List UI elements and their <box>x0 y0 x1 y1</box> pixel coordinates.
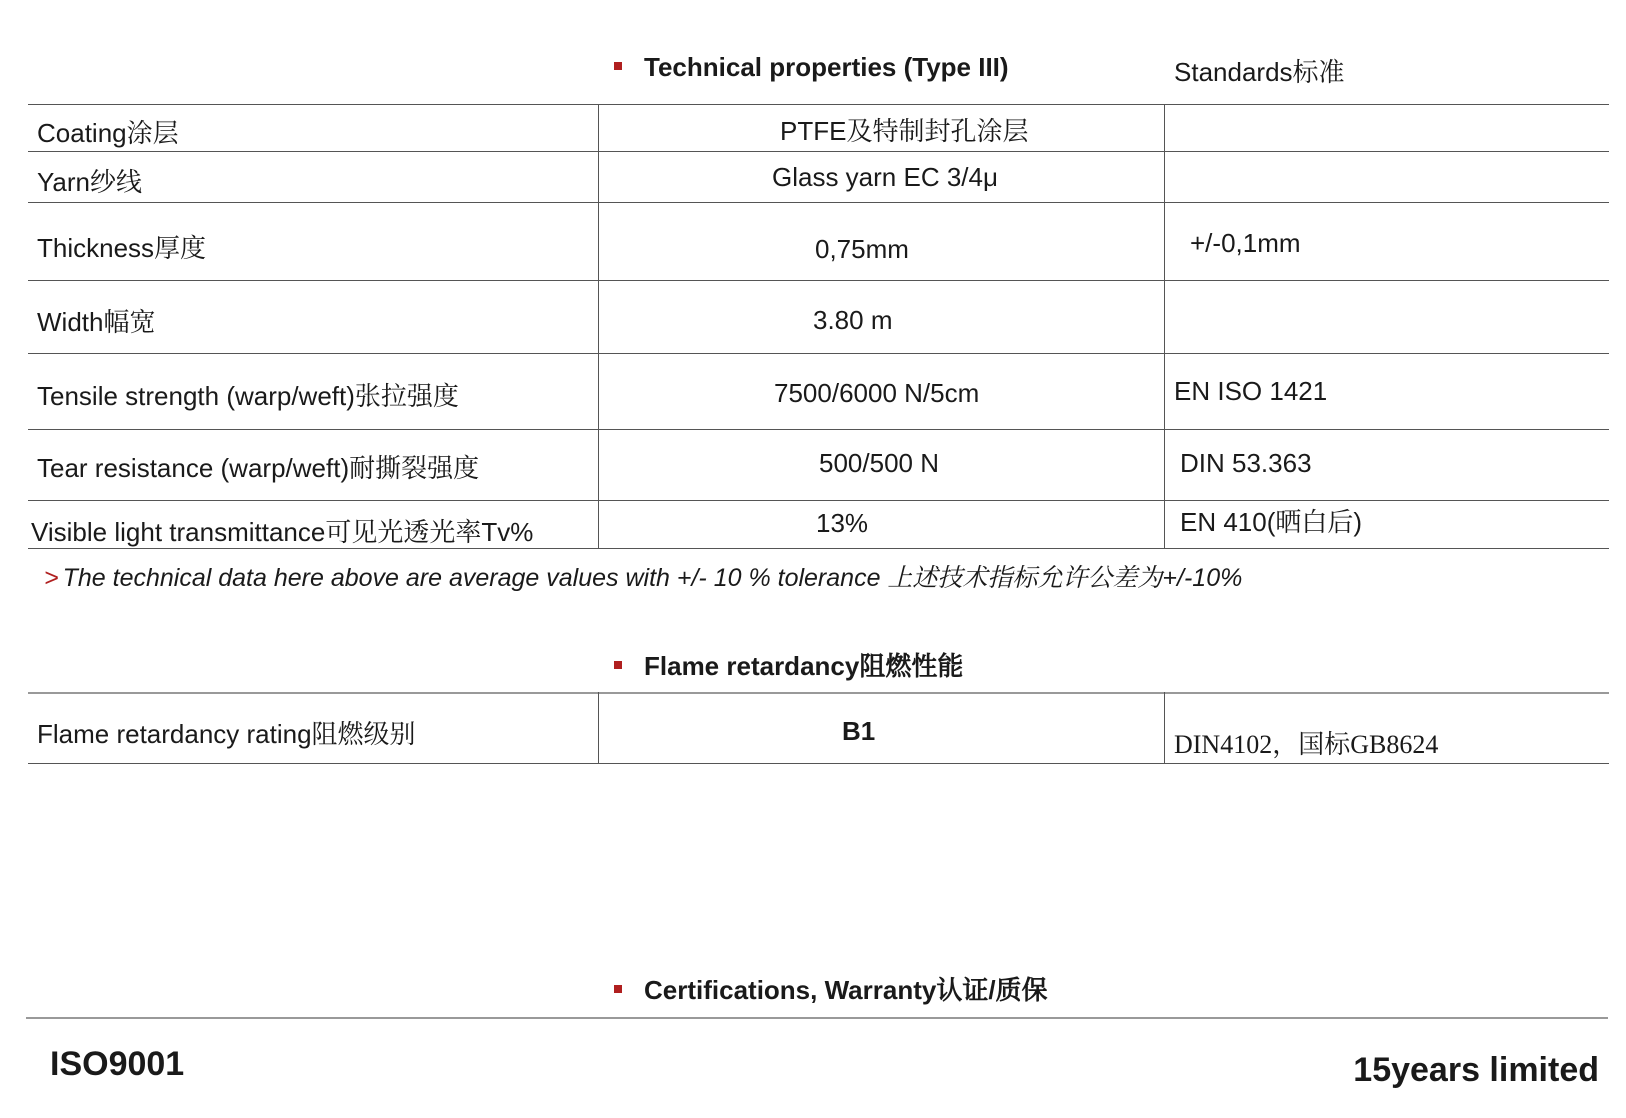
section-bullet-icon <box>614 62 622 70</box>
standard-tensile: EN ISO 1421 <box>1174 376 1328 406</box>
column-divider <box>1164 104 1165 548</box>
property-flame-rating: Flame retardancy rating阻燃级别 <box>37 719 416 749</box>
standard-tear: DIN 53.363 <box>1180 448 1312 478</box>
table-rule <box>28 280 1609 281</box>
flame-title-text: Flame retardancy阻燃性能 <box>644 651 964 681</box>
note-arrow-icon: > <box>44 564 59 592</box>
table-rule <box>28 104 1609 105</box>
column-divider <box>1164 692 1165 763</box>
table-rule <box>28 763 1609 764</box>
value-tensile: 7500/6000 N/5cm <box>774 378 980 408</box>
table-rule <box>28 151 1609 152</box>
section-bullet-icon <box>614 985 622 993</box>
certifications-title-text: Certifications, Warranty认证/质保 <box>644 975 1048 1005</box>
value-flame-rating: B1 <box>842 716 876 746</box>
value-tear: 500/500 N <box>819 448 939 478</box>
certifications-section-title <box>614 970 1048 1007</box>
technical-title-text: Technical properties (Type III) <box>644 52 1009 82</box>
flame-section-title <box>614 646 963 683</box>
column-divider <box>598 104 599 548</box>
table-rule <box>28 202 1609 203</box>
technical-section-title <box>614 52 1009 83</box>
value-light: 13% <box>816 508 869 538</box>
value-width: 3.80 m <box>813 305 893 335</box>
value-yarn: Glass yarn EC 3/4μ <box>772 162 998 192</box>
table-rule <box>26 1017 1608 1019</box>
table-rule <box>28 500 1609 501</box>
tolerance-note-text: The technical data here above are average values with +/- 10 % tolerance 上述技术指标允许公差为+/-10% <box>62 564 1243 592</box>
warranty-period: 15years limited <box>1353 1051 1599 1089</box>
property-width: Width幅宽 <box>37 307 156 337</box>
value-thickness: 0,75mm <box>815 234 909 264</box>
table-rule <box>28 353 1609 354</box>
standard-light: EN 410(晒白后) <box>1180 507 1363 537</box>
standards-header: Standards标准 <box>1174 57 1345 87</box>
property-light: Visible light transmittance可见光透光率Tv% <box>31 517 534 547</box>
table-rule <box>28 429 1609 430</box>
tolerance-note <box>44 558 1242 594</box>
section-bullet-icon <box>614 661 622 669</box>
table-rule <box>28 692 1609 694</box>
property-thickness: Thickness厚度 <box>37 233 207 263</box>
certification-iso: ISO9001 <box>50 1045 185 1083</box>
value-coating: PTFE及特制封孔涂层 <box>780 116 1029 146</box>
property-tensile: Tensile strength (warp/weft)张拉强度 <box>37 381 459 411</box>
standard-flame-rating: DIN4102，国标GB8624 <box>1174 730 1439 759</box>
property-coating: Coating涂层 <box>37 118 179 148</box>
property-yarn: Yarn纱线 <box>37 167 142 197</box>
property-tear: Tear resistance (warp/weft)耐撕裂强度 <box>37 453 480 483</box>
column-divider <box>598 692 599 763</box>
standard-thickness: +/-0,1mm <box>1190 228 1301 258</box>
